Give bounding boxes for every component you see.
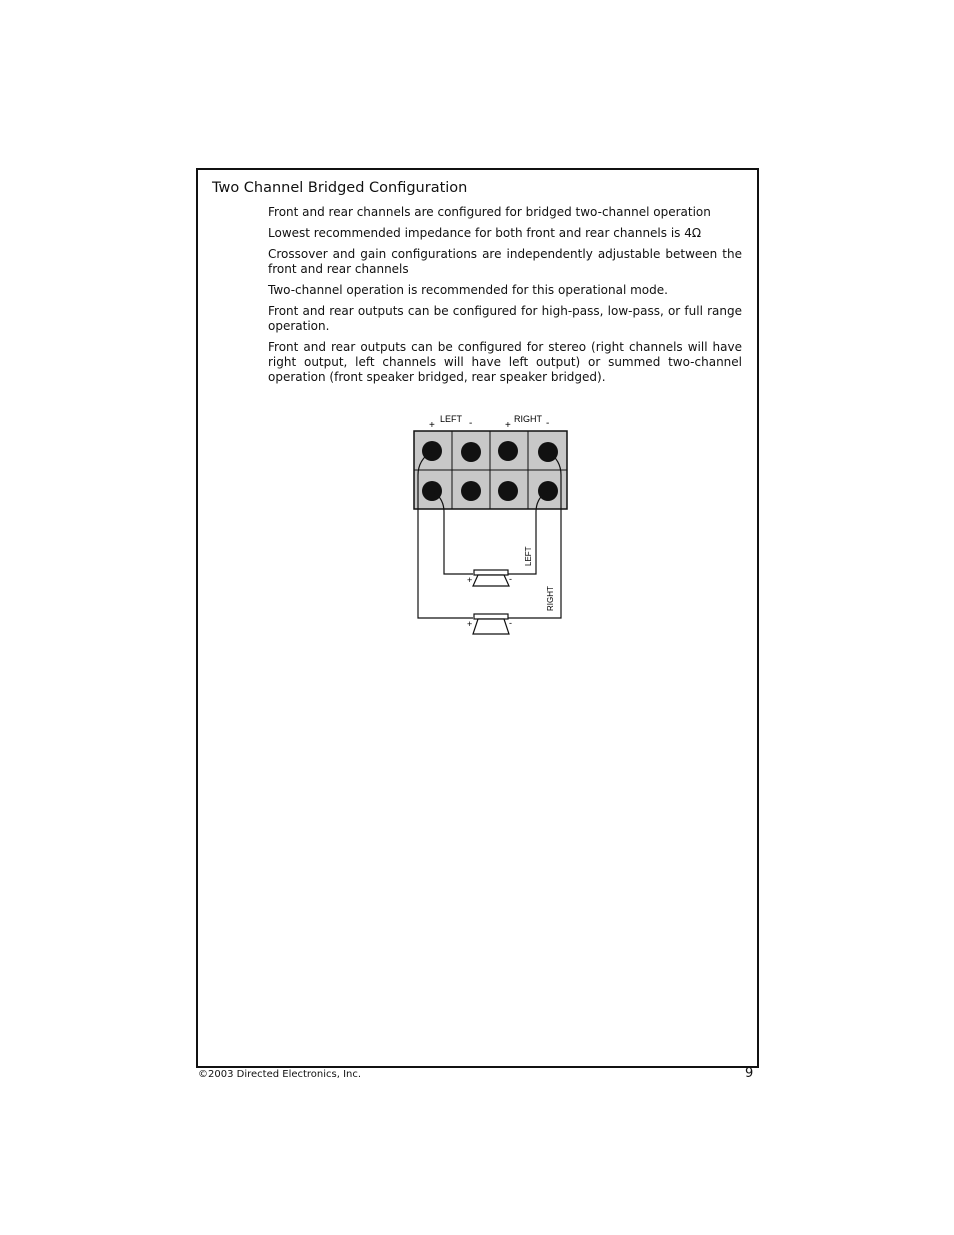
plus-label-right: +	[505, 420, 511, 431]
minus-label-left: -	[469, 418, 473, 429]
speaker-right-label: RIGHT	[546, 586, 555, 611]
list-item: Two-channel operation is recommended for this operational mode.	[268, 283, 668, 297]
speaker-right-plus: +	[467, 619, 473, 629]
section-title: Two Channel Bridged Configuration	[212, 180, 468, 196]
plus-label-left: +	[429, 420, 435, 431]
minus-label-right: -	[546, 418, 550, 429]
list-item: Front and rear outputs can be configured for high-pass, low-pass, or full range operation.	[268, 304, 742, 333]
top-right-label: RIGHT	[514, 414, 542, 424]
speaker-left-minus: -	[509, 574, 512, 584]
list-item: Front and rear outputs can be configured for stereo (right channels will have right output, left channels will have left output) or summed two-channel operation (front speaker bridged, rear speaker bridged).	[268, 340, 742, 384]
list-item: Front and rear channels are configured for bridged two-channel operation	[268, 205, 711, 219]
list-item: Crossover and gain configurations are independently adjustable between the front and rear channels	[268, 247, 742, 276]
top-left-label: LEFT	[440, 414, 463, 424]
list-item: Lowest recommended impedance for both front and rear channels is 4Ω	[268, 226, 702, 240]
page-number: 9	[745, 1066, 754, 1081]
speaker-left-plus: +	[467, 575, 473, 585]
speaker-right-minus: -	[509, 618, 512, 628]
speaker-left-label: LEFT	[524, 546, 533, 566]
copyright: ©2003 Directed Electronics, Inc.	[198, 1069, 362, 1080]
feature-list	[268, 205, 742, 391]
